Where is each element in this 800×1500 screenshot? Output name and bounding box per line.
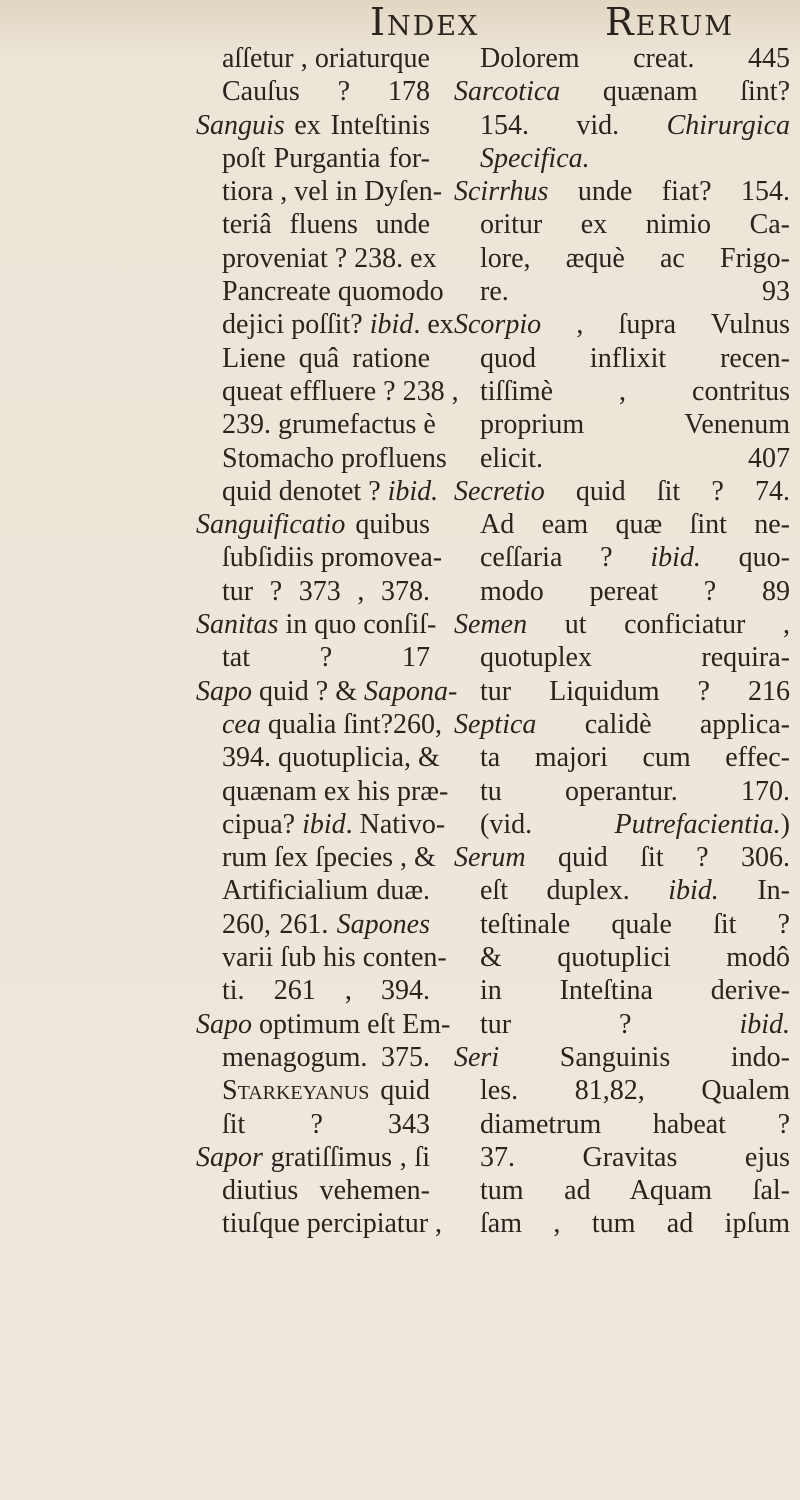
entry-text: Sanitas	[196, 609, 279, 641]
entry-text: ſit ? 343	[222, 1108, 430, 1140]
entry-text: tiſſimè , contritus	[480, 375, 790, 407]
index-entry-heading-line	[454, 708, 790, 741]
index-entry-line	[454, 675, 790, 708]
entry-text: optimum eſt Em-	[252, 1008, 451, 1040]
entry-text: rum ſex ſpecies , &	[222, 842, 436, 874]
entry-text: ibid.	[739, 1008, 790, 1040]
index-entry-line	[454, 941, 790, 974]
entry-text: tur Liquidum ? 216	[480, 675, 790, 707]
index-entry-line	[454, 42, 790, 75]
index-entry-line	[454, 1074, 790, 1107]
entry-text: dejici poſſit?	[222, 309, 370, 341]
entry-text: Scorpio	[454, 309, 542, 341]
index-entry-line	[454, 575, 790, 608]
entry-text: diametrum habeat ?	[480, 1108, 790, 1140]
index-entry-line	[196, 974, 430, 1007]
entry-text: ibid	[302, 808, 346, 840]
entry-text: lore, æquè ac Frigo-	[480, 242, 790, 274]
entry-text: ti. 261 , 394.	[222, 975, 430, 1007]
entry-text: Sanguinis indo-	[499, 1041, 790, 1073]
entry-text: (vid.	[480, 808, 615, 840]
index-entry-line	[196, 1041, 430, 1074]
index-entry-line	[196, 442, 447, 475]
entry-text: ſam , tum ad ipſum	[480, 1208, 790, 1240]
header-index: Index	[370, 0, 480, 44]
entry-text: Putrefacientia.	[614, 808, 781, 840]
index-entry-line	[196, 708, 443, 741]
entry-text: Septica	[454, 708, 537, 740]
index-entry-line	[454, 808, 790, 841]
index-entry-line	[454, 508, 790, 541]
index-entry-heading-line	[196, 1141, 430, 1174]
index-entry-line	[454, 408, 790, 441]
entry-text: Sanguis	[196, 109, 285, 141]
entry-text: Serum	[454, 842, 526, 874]
index-entry-heading-line	[454, 75, 790, 108]
index-entry-line	[454, 775, 790, 808]
entry-text: Specifica.	[480, 142, 590, 174]
index-entry-heading-line	[454, 608, 790, 641]
entry-text: Stomacho profluens	[222, 442, 447, 474]
entry-text: cea	[222, 708, 261, 740]
entry-text: ceſſaria ?	[480, 542, 651, 574]
entry-text: quo-	[700, 542, 790, 574]
index-entry-line	[196, 1108, 430, 1141]
index-entry-line	[196, 874, 430, 907]
index-entry-line	[454, 1141, 790, 1174]
index-entry-line	[454, 342, 790, 375]
entry-text: Sapor	[196, 1141, 263, 1173]
entry-text: proveniat ? 238. ex	[222, 242, 437, 274]
entry-text: Sapona-	[364, 675, 458, 707]
entry-text: les. 81,82, Qualem	[480, 1075, 790, 1107]
entry-text: quid ? &	[252, 675, 364, 707]
entry-text: ut conficiatur ,	[527, 609, 790, 641]
entry-text: queat effluere ? 238 ,	[222, 375, 459, 407]
entry-text: menagogum. 375.	[222, 1041, 430, 1073]
index-entry-line	[454, 275, 790, 308]
index-entry-line	[196, 408, 436, 441]
entry-text: 260, 261.	[222, 908, 337, 940]
entry-text: quod inflixit recen-	[480, 342, 790, 374]
index-entry-line	[196, 208, 430, 241]
entry-text: aſſetur , oriaturque	[222, 43, 430, 74]
index-entry-line	[196, 541, 443, 574]
entry-text: oritur ex nimio Ca-	[480, 209, 790, 241]
index-entry-line	[196, 275, 444, 308]
index-entry-line	[196, 242, 437, 275]
entry-text: tum ad Aquam ſal-	[480, 1175, 790, 1207]
entry-text: Sarcotica	[454, 76, 561, 108]
index-entry-heading-line	[196, 1008, 451, 1041]
entry-text: 37. Gravitas ejus	[480, 1141, 790, 1173]
entry-text: quid denotet ?	[222, 475, 388, 507]
entry-text: tur ?	[480, 1008, 740, 1040]
index-entry-line	[454, 442, 790, 475]
header-rerum: Rerum	[605, 0, 735, 44]
entry-text: proprium Venenum	[480, 409, 790, 441]
index-entry-line	[196, 841, 436, 874]
entry-text: calidè applica-	[536, 708, 790, 740]
entry-text: teriâ fluens unde	[222, 209, 430, 241]
index-column-right	[454, 42, 790, 1241]
index-entry-line	[454, 1108, 790, 1141]
entry-text: quid ſit ? 306.	[525, 842, 790, 874]
entry-text: tat ? 17	[222, 642, 430, 674]
entry-text: cipua?	[222, 808, 303, 840]
index-entry-line	[196, 741, 440, 774]
index-entry-line	[196, 342, 430, 375]
entry-text: Semen	[454, 609, 528, 641]
index-entry-line	[454, 1008, 790, 1041]
entry-text: tur ? 373 , 378.	[222, 575, 430, 607]
index-entry-line	[454, 208, 790, 241]
entry-text: Liene quâ ratione	[222, 342, 430, 374]
index-entry-heading-line	[454, 308, 790, 341]
entry-text: varii ſub his conten-	[222, 942, 447, 974]
entry-text: Chirurgica	[666, 109, 790, 141]
entry-text: quænam ex his præ-	[222, 775, 449, 807]
entry-text: tiuſque percipiatur ,	[222, 1208, 443, 1240]
entry-text: 154. vid.	[480, 109, 667, 141]
entry-text: ibid.	[387, 475, 439, 507]
entry-text: Dolorem creat. 445	[480, 43, 790, 74]
index-entry-line	[454, 741, 790, 774]
entry-text: in quo conſiſ-	[278, 609, 437, 641]
entry-text: ibid	[369, 309, 414, 341]
index-column-left	[196, 42, 459, 1241]
index-entry-line	[196, 808, 446, 841]
index-entry-heading-line	[196, 508, 430, 541]
index-entry-line	[196, 142, 430, 175]
index-entry-line	[454, 109, 790, 142]
index-entry-line	[454, 142, 790, 175]
entry-text: eſt duplex.	[480, 875, 669, 907]
index-entry-line	[454, 242, 790, 275]
entry-text: Sapo	[196, 1008, 252, 1040]
index-entry-line	[196, 375, 459, 408]
index-entry-line	[196, 575, 430, 608]
entry-text: Cauſus ? 178	[222, 76, 430, 108]
entry-text: )	[780, 808, 790, 840]
entry-text: gratiſſimus , ſi	[262, 1141, 430, 1173]
running-header	[360, 0, 800, 46]
entry-text: In-	[718, 875, 790, 907]
index-entry-line	[454, 641, 790, 674]
index-entry-line	[454, 908, 790, 941]
index-entry-line	[196, 42, 430, 75]
entry-text: modo pereat ? 89	[480, 575, 790, 607]
entry-text: qualia ſint?260,	[260, 708, 443, 740]
entry-text: Pancreate quomodo	[222, 276, 444, 308]
index-entry-line	[196, 908, 430, 941]
index-entry-line	[454, 541, 790, 574]
index-entry-line	[454, 375, 790, 408]
entry-text: Secretio	[454, 475, 545, 507]
index-entry-heading-line	[196, 109, 430, 142]
entry-text: Sapones	[336, 908, 430, 940]
entry-text: unde fiat? 154.	[548, 176, 790, 208]
index-entry-line	[196, 175, 443, 208]
entry-text: Ad eam quæ ſint ne-	[480, 509, 790, 541]
entry-text: re. 93	[480, 276, 790, 308]
entry-text: & quotuplici modô	[480, 942, 790, 974]
entry-text: quid ſit ? 74.	[544, 475, 790, 507]
entry-text: Scirrhus	[454, 176, 549, 208]
entry-text: quid	[369, 1075, 430, 1107]
index-entry-heading-line	[454, 475, 790, 508]
index-entry-heading-line	[196, 608, 437, 641]
entry-text: poſt Purgantia for-	[222, 142, 430, 174]
entry-text: quænam ſint?	[560, 76, 790, 108]
entry-text: ta majori cum effec-	[480, 742, 790, 774]
entry-text: Sanguificatio	[196, 509, 346, 541]
index-entry-line	[196, 1174, 430, 1207]
entry-text: Artificialium duæ.	[222, 875, 430, 907]
index-entry-line	[196, 1207, 443, 1240]
index-entry-heading-line	[196, 675, 458, 708]
entry-text: . ex	[413, 309, 454, 341]
entry-text: , ſupra Vulnus	[541, 309, 790, 341]
index-entry-line	[196, 775, 449, 808]
entry-text: 239. grumefactus è	[222, 409, 436, 441]
index-entry-line	[196, 475, 439, 508]
index-entry-line	[196, 641, 430, 674]
index-entry-line	[454, 974, 790, 1007]
index-entry-line	[454, 1174, 790, 1207]
entry-text: Sapo	[196, 675, 252, 707]
entry-text: ex Inteſtinis	[284, 109, 430, 141]
entry-text: tiora , vel in Dyſen-	[222, 176, 443, 208]
index-entry-line	[196, 1074, 430, 1107]
entry-text: diutius vehemen-	[222, 1175, 430, 1207]
entry-text: elicit. 407	[480, 442, 790, 474]
entry-text: Seri	[454, 1041, 500, 1073]
index-entry-heading-line	[454, 1041, 790, 1074]
entry-text: quibus	[345, 509, 430, 541]
entry-text: 394. quotuplicia, &	[222, 742, 440, 774]
index-entry-line	[196, 75, 430, 108]
entry-text: ibid.	[668, 875, 719, 907]
index-entry-heading-line	[454, 841, 790, 874]
index-entry-line	[454, 874, 790, 907]
entry-text: in Inteſtina derive-	[480, 975, 790, 1007]
entry-text: teſtinale quale ſit ?	[480, 908, 790, 940]
entry-text: quotuplex requira-	[480, 642, 790, 674]
entry-text: Starkeyanus	[222, 1075, 370, 1107]
index-entry-line	[454, 1207, 790, 1240]
index-entry-line	[196, 941, 447, 974]
index-entry-heading-line	[454, 175, 790, 208]
index-entry-line	[196, 308, 454, 341]
entry-text: ſubſidiis promovea-	[222, 542, 443, 574]
entry-text: . Nativo-	[345, 808, 446, 840]
entry-text: tu operantur. 170.	[480, 775, 790, 807]
entry-text: ibid.	[650, 542, 701, 574]
